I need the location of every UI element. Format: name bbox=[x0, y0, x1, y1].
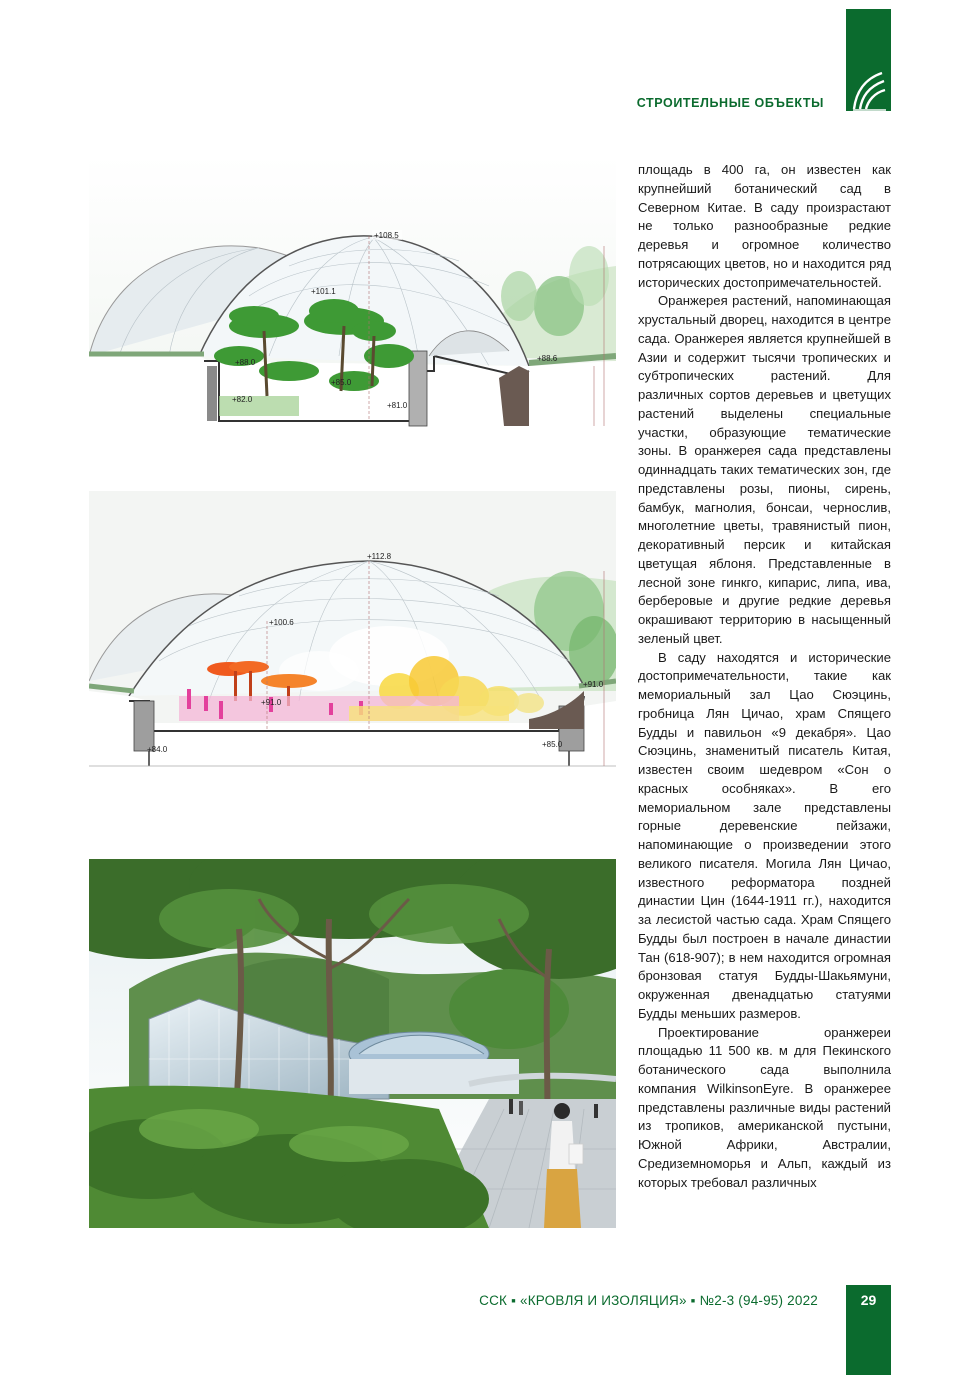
page-number: 29 bbox=[846, 1285, 891, 1375]
elevation-label: +100.6 bbox=[269, 618, 294, 627]
elevation-label: +81.0 bbox=[387, 401, 408, 410]
article-paragraph: площадь в 400 га, он известен как крупнейший ботанический сад в Северном Китае. В саду произрастают не только разнообразные редкие деревья и огромное количество потрясающих цветов, но и находится ряд исторических достопримечательностей. bbox=[638, 162, 891, 290]
greenhouse-section-drawing-1 bbox=[89, 156, 616, 474]
elevation-label: +88.6 bbox=[537, 354, 558, 363]
article-paragraph: Проектирование оранжереи площадью 11 500 кв. м для Пекинского ботанического сада выполнила компания WilkinsonEyre. В оранжерее представлены различные виды растений из тропиков, американской пустыни, Южной Африки, Австралии, Средиземноморья и Альп, каждый из которых требовал различных bbox=[638, 1024, 891, 1190]
section-title: СТРОИТЕЛЬНЫЕ ОБЪЕКТЫ bbox=[636, 96, 824, 110]
article-paragraph: Оранжерея растений, напоминающая хрустальный дворец, находится в центре сада. Оранжерея является крупнейшей в Азии и содержит тысячи тропических и субтропических растений. Для различных сортов деревьев и цветущих растений выделены специальные участки, образующие тематические зоны. В оранжерея сада представлены одиннадцать таких тематических зон, где представлены розы, пионы, сирень, бамбук, магнолия, бонсаи, чернослив, многолетние цветы, травянистый пион, декоративный персик и китайская цветущая яблоня. Представленные в лесной зоне гинкго, кипарис, липа, ива, берберовые и другие редкие деревья окрашивают территорию в насыщенный зеленый цвет. bbox=[638, 293, 891, 646]
elevation-label: +88.0 bbox=[235, 358, 256, 367]
footer-publication: ССК ▪ «КРОВЛЯ И ИЗОЛЯЦИЯ» ▪ №2-3 (94-95) 2022 bbox=[479, 1293, 818, 1308]
elevation-label: +112.8 bbox=[367, 552, 392, 561]
elevation-label: +101.1 bbox=[311, 287, 336, 296]
article-body bbox=[638, 161, 891, 1192]
elevation-label: +91.0 bbox=[261, 698, 282, 707]
greenhouse-exterior-rendering bbox=[89, 859, 616, 1228]
greenhouse-section-drawing-2 bbox=[89, 491, 616, 843]
elevation-label: +85.0 bbox=[542, 740, 563, 749]
elevation-label: +91.0 bbox=[583, 680, 604, 689]
elevation-label: +108.5 bbox=[374, 231, 399, 240]
magazine-leaf-logo-icon bbox=[850, 69, 888, 113]
article-paragraph: В саду находятся и исторические достопримечательности, такие как мемориальный зал Цао Сюэцинь, гробница Лян Цичао, храм Спящего Будды и павильон «9 декабря». Цао Сюэцинь, знаменитый писатель Китая, известен своим шедевром «Сон о красных особняках». В его мемориальном зале представлены горные деревенские пейзажи, напоминающие о произведении этого великого писателя. Могила Лян Цичао, известного реформатора поздней династии Цин (1644-1911 гг.), находится за лесистой частью сада. Храм Спящего Будды был построен в начале династии Тан (618-907); в нем находится огромная бронзовая статуя Будды-Шакьямуни, окруженная двенадцатью статуями Будды меньших размеров. bbox=[638, 649, 891, 1021]
elevation-label: +84.0 bbox=[147, 745, 168, 754]
elevation-label: +82.0 bbox=[232, 395, 253, 404]
elevation-label: +85.0 bbox=[331, 378, 352, 387]
header-brand-tab bbox=[846, 9, 891, 111]
